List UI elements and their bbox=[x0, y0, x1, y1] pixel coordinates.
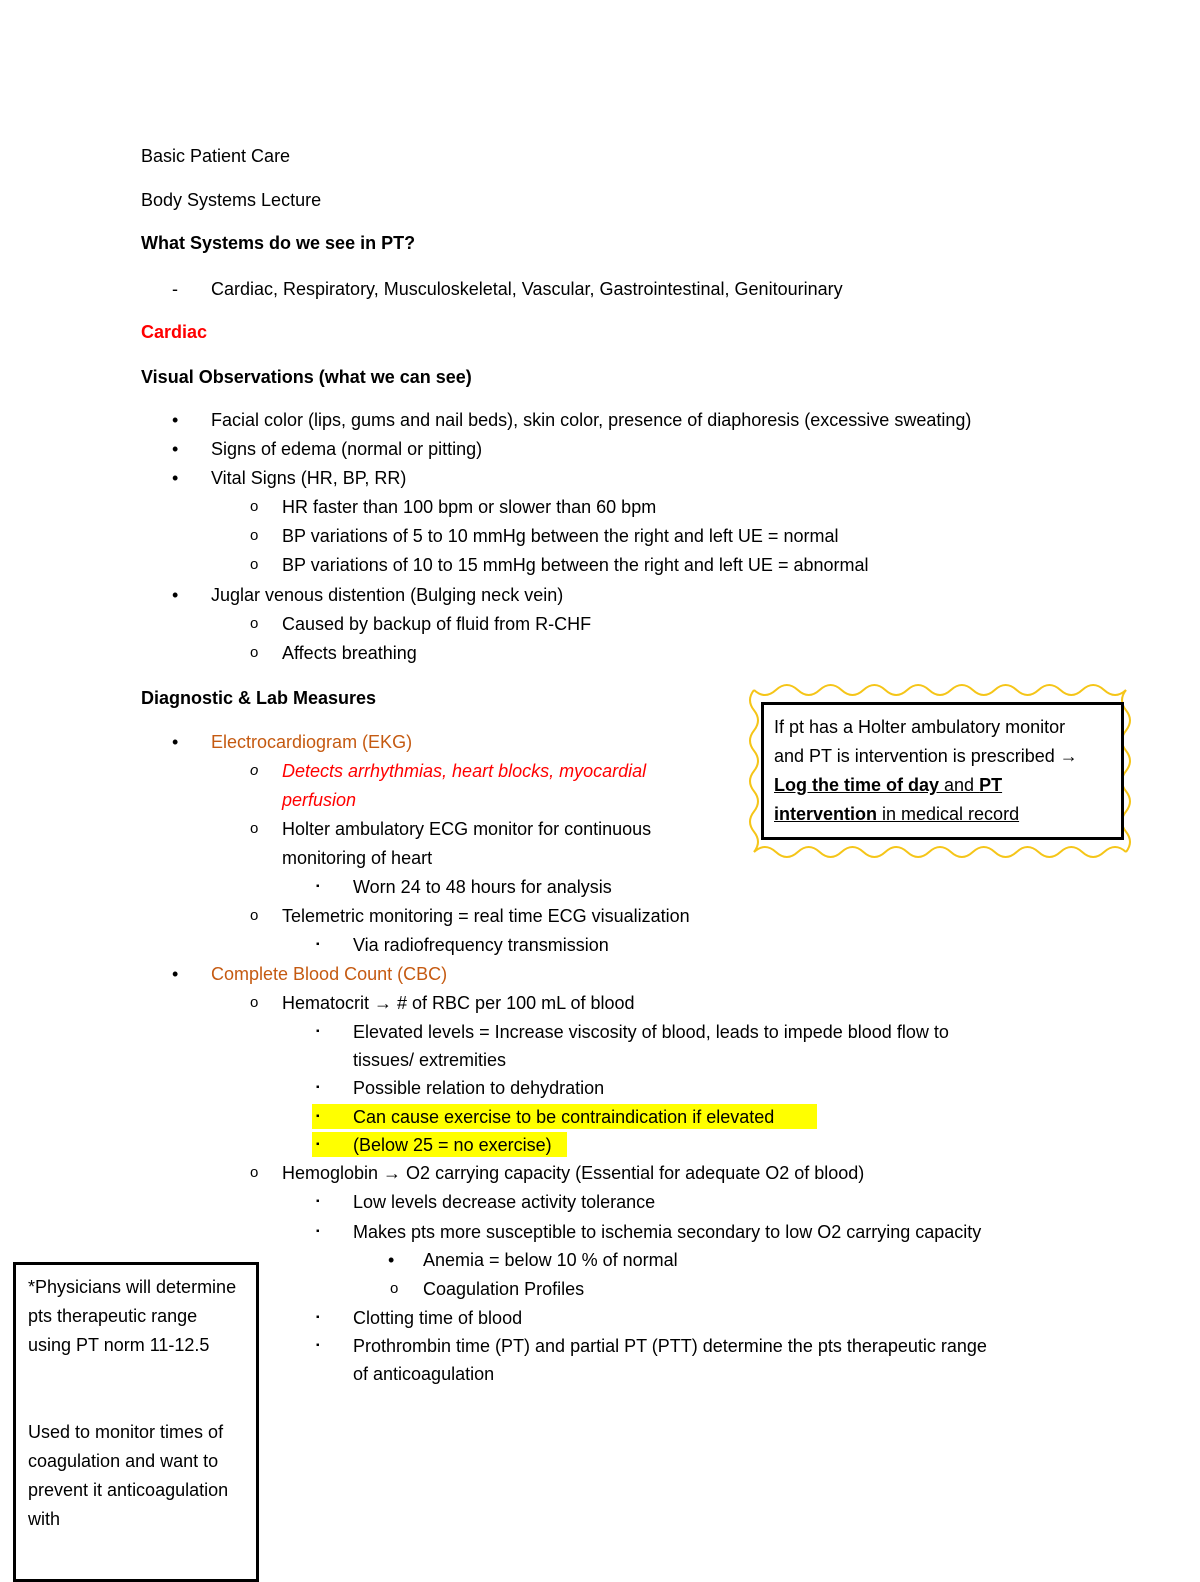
wavy-top bbox=[754, 685, 1126, 695]
visual-heading: Visual Observations (what we can see) bbox=[141, 367, 472, 387]
note-gap bbox=[28, 1360, 244, 1418]
cardiac-heading: Cardiac bbox=[141, 322, 208, 342]
hemoglobin-item: Hemoglobin → O2 carrying capacity (Essential for adequate O2 of blood) bbox=[282, 1163, 865, 1183]
holter-item-cont: monitoring of heart bbox=[282, 848, 433, 868]
physician-note-text: *Physicians will determine pts therapeutic range using PT norm 11-12.5 bbox=[28, 1277, 237, 1355]
hgb-ischemia: Makes pts more susceptible to ischemia secondary to low O2 carrying capacity bbox=[353, 1222, 982, 1242]
dash-marker: - bbox=[172, 279, 178, 299]
wavy-bottom bbox=[754, 847, 1126, 857]
note-and: and bbox=[939, 775, 980, 795]
square-marker: ▪ bbox=[316, 1226, 320, 1237]
circle-marker: o bbox=[250, 556, 259, 573]
list-item: Affects breathing bbox=[282, 643, 417, 663]
square-marker: ▪ bbox=[316, 939, 320, 950]
list-item: BP variations of 10 to 15 mmHg between the right and left UE = abnormal bbox=[282, 555, 869, 575]
telemetric-via: Via radiofrequency transmission bbox=[353, 935, 609, 955]
list-item: Juglar venous distention (Bulging neck vein) bbox=[211, 585, 564, 605]
circle-marker: o bbox=[250, 1164, 259, 1181]
list-item: BP variations of 5 to 10 mmHg between the right and left UE = normal bbox=[282, 526, 839, 546]
circle-marker: o bbox=[250, 644, 259, 661]
coagulation-note-text: Used to monitor times of coagulation and want to prevent it anticoagulation with bbox=[28, 1422, 229, 1529]
square-marker: ▪ bbox=[316, 1111, 320, 1122]
systems-heading: What Systems do we see in PT? bbox=[141, 233, 416, 253]
course-title: Basic Patient Care bbox=[141, 146, 291, 166]
square-marker: ▪ bbox=[316, 1139, 320, 1150]
holter-note-box bbox=[761, 702, 1124, 840]
note-in-record: in medical record bbox=[877, 804, 1020, 824]
square-marker: ▪ bbox=[316, 1082, 320, 1093]
circle-marker: o bbox=[250, 527, 259, 544]
diagnostic-heading: Diagnostic & Lab Measures bbox=[141, 688, 377, 708]
note-line-3 bbox=[774, 771, 1111, 800]
holter-worn: Worn 24 to 48 hours for analysis bbox=[353, 877, 612, 897]
hct-elevated: Elevated levels = Increase viscosity of blood, leads to impede blood flow to bbox=[353, 1022, 949, 1042]
hct-elevated-cont: tissues/ extremities bbox=[353, 1050, 507, 1070]
physician-note-box bbox=[13, 1262, 259, 1582]
circle-marker: o bbox=[250, 994, 259, 1011]
hct-contraindication: Can cause exercise to be contraindication if elevated bbox=[353, 1107, 775, 1127]
hgb-low: Low levels decrease activity tolerance bbox=[353, 1192, 656, 1212]
square-marker: ▪ bbox=[316, 1312, 320, 1323]
bullet-marker: • bbox=[172, 439, 179, 459]
circle-marker: o bbox=[250, 820, 259, 837]
lecture-title: Body Systems Lecture bbox=[141, 190, 322, 210]
cbc-label: Complete Blood Count (CBC) bbox=[211, 964, 448, 984]
ekg-label: Electrocardiogram (EKG) bbox=[211, 732, 413, 752]
hematocrit-item: Hematocrit → # of RBC per 100 mL of blood bbox=[282, 993, 635, 1013]
ekg-detects: Detects arrhythmias, heart blocks, myocardial bbox=[282, 761, 647, 781]
bullet-marker: • bbox=[388, 1250, 395, 1270]
square-marker: ▪ bbox=[316, 1340, 320, 1351]
list-item: Vital Signs (HR, BP, RR) bbox=[211, 468, 407, 488]
bullet-marker: • bbox=[172, 732, 179, 752]
circle-marker: o bbox=[250, 907, 259, 924]
coagulation-item: Coagulation Profiles bbox=[423, 1279, 585, 1299]
note-pt: PT bbox=[979, 775, 1003, 795]
square-marker: ▪ bbox=[316, 1196, 320, 1207]
square-marker: ▪ bbox=[316, 1026, 320, 1037]
circle-marker: o bbox=[390, 1280, 399, 1297]
telemetric-item: Telemetric monitoring = real time ECG visualization bbox=[282, 906, 690, 926]
circle-marker: o bbox=[250, 498, 259, 515]
hct-dehydration: Possible relation to dehydration bbox=[353, 1078, 605, 1098]
note-intervention: intervention bbox=[774, 804, 878, 824]
bullet-marker: • bbox=[172, 964, 179, 984]
bullet-marker: • bbox=[172, 410, 179, 430]
holter-item: Holter ambulatory ECG monitor for continuous bbox=[282, 819, 652, 839]
note-line-2: and PT is intervention is prescribed → bbox=[774, 746, 1078, 766]
list-item: Signs of edema (normal or pitting) bbox=[211, 439, 483, 459]
pt-ptt-item: Prothrombin time (PT) and partial PT (PTT) determine the pts therapeutic range bbox=[353, 1336, 987, 1356]
anemia-item: Anemia = below 10 % of normal bbox=[423, 1250, 678, 1270]
circle-marker: o bbox=[250, 615, 259, 632]
note-log-time: Log the time of day bbox=[774, 775, 940, 795]
list-item: HR faster than 100 bpm or slower than 60 bpm bbox=[282, 497, 657, 517]
circle-marker: o bbox=[250, 762, 259, 779]
note-line-1: If pt has a Holter ambulatory monitor bbox=[774, 717, 1066, 737]
bullet-marker: • bbox=[172, 585, 179, 605]
pt-ptt-item-cont: of anticoagulation bbox=[353, 1364, 495, 1384]
clotting-item: Clotting time of blood bbox=[353, 1308, 523, 1328]
hct-below-25: (Below 25 = no exercise) bbox=[353, 1135, 552, 1155]
note-line-4 bbox=[774, 800, 1111, 829]
ekg-detects-cont: perfusion bbox=[282, 790, 357, 810]
bullet-marker: • bbox=[172, 468, 179, 488]
square-marker: ▪ bbox=[316, 881, 320, 892]
list-item: Caused by backup of fluid from R-CHF bbox=[282, 614, 592, 634]
systems-list: Cardiac, Respiratory, Musculoskeletal, Vascular, Gastrointestinal, Genitourinary bbox=[211, 279, 843, 299]
wavy-left bbox=[750, 690, 758, 852]
list-item: Facial color (lips, gums and nail beds), skin color, presence of diaphoresis (excessive sweating) bbox=[211, 410, 972, 430]
